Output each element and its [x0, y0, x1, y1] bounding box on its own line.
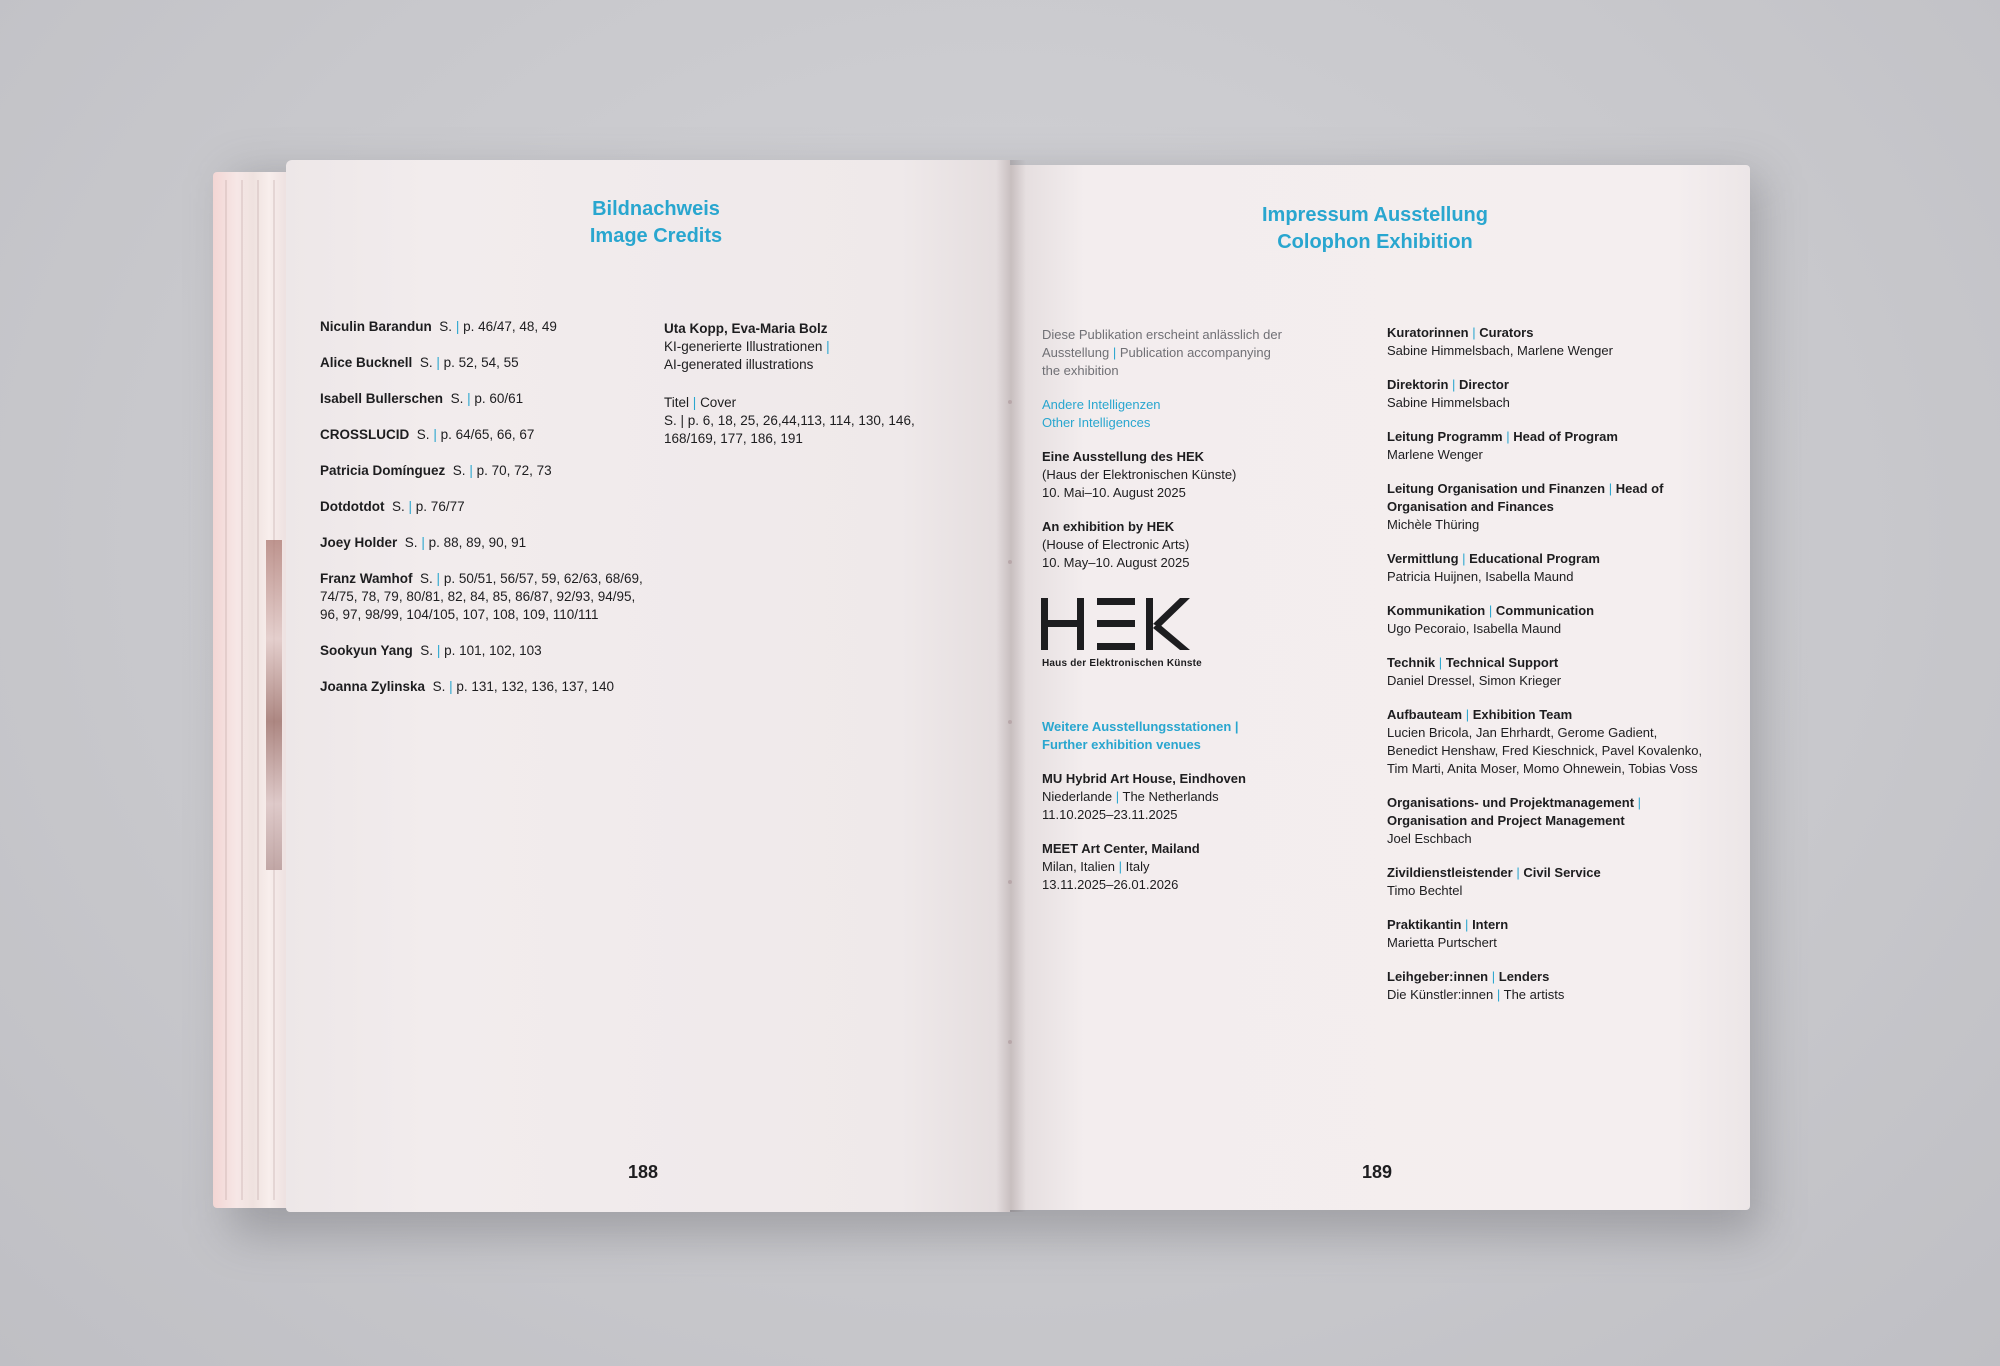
binding-stitch: [1008, 720, 1012, 724]
role-de: Leitung Programm: [1387, 429, 1503, 444]
colophon-entry: Direktorin | Director Sabine Himmelsbach: [1387, 377, 1510, 410]
title-de: Impressum Ausstellung: [1262, 204, 1488, 226]
role-de: Technik: [1387, 655, 1436, 670]
role-de: Direktorin: [1387, 377, 1449, 392]
credit-pages: p. 60/61: [474, 391, 524, 406]
credit-item: Isabell Bullerschen S. | p. 60/61: [320, 391, 524, 406]
people: Marietta Purtschert: [1387, 935, 1497, 950]
colophon-entry: Organisations- und Projektmanagement | Organisation and Project Management Joel Eschbach: [1387, 795, 1642, 846]
credit-pages: p. 76/77: [415, 499, 465, 514]
credit-item: Franz Wamhof S. | p. 50/51, 56/57, 59, 62/63, 68/69, 74/75, 78, 79, 80/81, 82, 84, 85, 86/87, 92/93, 94/95, 96, 97, 98/99, 104/105, 107, 108, 109, 110/111: [320, 571, 643, 622]
credit-name: Joanna Zylinska: [320, 679, 426, 694]
image-credits-list: [320, 318, 650, 714]
credit-name: Sookyun Yang: [320, 643, 413, 658]
role-de: Praktikantin: [1387, 917, 1462, 932]
credit-pages: p. 88, 89, 90, 91: [428, 535, 527, 550]
credit-name: Patricia Domínguez: [320, 463, 446, 478]
credit-item: Patricia Domínguez S. | p. 70, 72, 73: [320, 463, 552, 478]
page-number-right: 189: [1362, 1162, 1393, 1182]
credit-name: Niculin Barandun: [320, 319, 432, 334]
s-label: S.: [420, 643, 434, 658]
cover-en: Cover: [700, 395, 737, 410]
colophon-column-b: [1387, 324, 1707, 1020]
role-de: Aufbauteam: [1387, 707, 1463, 722]
role-en: Head of Organisation and Finances: [1387, 481, 1664, 514]
credit-item: Joanna Zylinska S. | p. 131, 132, 136, 137, 140: [320, 679, 615, 694]
s-label: S.: [439, 319, 453, 334]
role-en: Lenders: [1498, 969, 1550, 984]
s-label: S.: [404, 535, 418, 550]
credit-pages: p. 70, 72, 73: [476, 463, 552, 478]
colophon-entry: Zivildienstleistender | Civil Service Timo Bechtel: [1387, 865, 1601, 898]
credit-item: Dotdotdot S. | p. 76/77: [320, 499, 465, 514]
role-en: Head of Program: [1513, 429, 1618, 444]
credit-name: Joey Holder: [320, 535, 398, 550]
venue-item: MU Hybrid Art House, Eindhoven Niederlande | The Netherlands 11.10.2025–23.11.2025: [1042, 771, 1246, 822]
role-de: Vermittlung: [1387, 551, 1459, 566]
credit-item: Joey Holder S. | p. 88, 89, 90, 91: [320, 535, 527, 550]
people: Patricia Huijnen, Isabella Maund: [1387, 569, 1574, 584]
credit-item: Sookyun Yang S. | p. 101, 102, 103: [320, 643, 542, 658]
s-label: S.: [391, 499, 405, 514]
s-label: S.: [420, 571, 433, 586]
hek-logo-subtitle: Haus der Elektronischen Künste: [1042, 658, 1202, 669]
colophon-entry: Technik | Technical Support Daniel Dressel, Simon Krieger: [1387, 655, 1562, 688]
credit-name: Alice Bucknell: [320, 355, 413, 370]
role-de: Leihgeber:innen: [1387, 969, 1489, 984]
people: Lucien Bricola, Jan Ehrhardt, Gerome Gadient, Benedict Henshaw, Fred Kieschnick, Pavel Kovalenko, Tim Marti, Anita Moser, Momo Ohnewein, Tobias Voss: [1387, 725, 1703, 776]
s-label: S.: [416, 427, 430, 442]
credit-pages: p. 50/51, 56/57, 59, 62/63, 68/69, 74/75, 78, 79, 80/81, 82, 84, 85, 86/87, 92/93, 94/95, 96, 97, 98/99, 104/105, 107, 108, 109, 110/111: [320, 571, 643, 622]
cover-de: Titel: [664, 395, 690, 410]
people: Sabine Himmelsbach: [1387, 395, 1510, 410]
credit-pages: p. 64/65, 66, 67: [440, 427, 535, 442]
role-en: Communication: [1495, 603, 1595, 618]
role-en: Technical Support: [1445, 655, 1559, 670]
role-en: Civil Service: [1523, 865, 1601, 880]
binding-stitch: [1008, 880, 1012, 884]
title-en: Colophon Exhibition: [1277, 231, 1473, 253]
role-de: Kommunikation: [1387, 603, 1486, 618]
credit-pages: p. 131, 132, 136, 137, 140: [456, 679, 615, 694]
credit-item: Alice Bucknell S. | p. 52, 54, 55: [320, 355, 519, 370]
book-gutter: [996, 160, 1026, 1212]
s-label: S.: [450, 391, 464, 406]
colophon-entry: Kuratorinnen | Curators Sabine Himmelsbach, Marlene Wenger: [1387, 325, 1613, 358]
role-de: Kuratorinnen: [1387, 325, 1469, 340]
binding-stitch: [1008, 560, 1012, 564]
credit-name: CROSSLUCID: [320, 427, 410, 442]
illustration-de: KI-generierte Illustrationen: [664, 339, 823, 354]
credit-pages: p. 52, 54, 55: [443, 355, 519, 370]
credit-item: Niculin Barandun S. | p. 46/47, 48, 49: [320, 319, 557, 334]
s-label: S.: [432, 679, 446, 694]
credit-name: Franz Wamhof: [320, 571, 413, 586]
colophon-entry: Aufbauteam | Exhibition Team Lucien Bricola, Jan Ehrhardt, Gerome Gadient, Benedict Henshaw, Fred Kieschnick, Pavel Kovalenko, Tim Marti, Anita Moser, Momo Ohnewein, Tobias Voss: [1387, 707, 1703, 776]
binding-stitch: [1008, 400, 1012, 404]
exhibition-title: Andere Intelligenzen Other Intelligences: [1042, 397, 1161, 430]
credit-pages: p. 101, 102, 103: [444, 643, 542, 658]
colophon-entry: Kommunikation | Communication Ugo Pecoraio, Isabella Maund: [1387, 603, 1595, 636]
people: Michèle Thüring: [1387, 517, 1480, 532]
exhibition-info-en: An exhibition by HEK (House of Electronic Arts) 10. May–10. August 2025: [1042, 519, 1190, 570]
people: Sabine Himmelsbach, Marlene Wenger: [1387, 343, 1613, 358]
s-label: S.: [452, 463, 466, 478]
role-en: Curators: [1479, 325, 1534, 340]
colophon-entry: Praktikantin | Intern Marietta Purtschert: [1387, 917, 1509, 950]
role-de: Organisations- und Projektmanagement: [1387, 795, 1635, 810]
role-en: Exhibition Team: [1472, 707, 1573, 722]
people: Joel Eschbach: [1387, 831, 1472, 846]
credit-name: Dotdotdot: [320, 499, 385, 514]
cover-pages: S. | p. 6, 18, 25, 26,44,113, 114, 130, 146, 168/169, 177, 186, 191: [664, 413, 915, 446]
illustration-credits: Uta Kopp, Eva-Maria Bolz KI-generierte Illustrationen | AI-generated illustrations Titel | Cover S. | p. 6, 18, 25, 26,44,113, 114, 130, 146, 168/169, 177, 186, 191: [664, 320, 924, 448]
illustration-en: AI-generated illustrations: [664, 357, 814, 372]
people: Ugo Pecoraio, Isabella Maund: [1387, 621, 1562, 636]
intro-text: Diese Publikation erscheint anlässlich der Ausstellung | Publication accompanying the exhibition: [1042, 327, 1282, 378]
right-page-title: [1155, 202, 1595, 256]
role-en: Educational Program: [1469, 551, 1600, 566]
left-page-title: [436, 196, 876, 250]
role-en: Organisation and Project Management: [1387, 813, 1625, 828]
people-en: The artists: [1503, 987, 1565, 1002]
exhibition-info-de: Eine Ausstellung des HEK (Haus der Elektronischen Künste) 10. Mai–10. August 2025: [1042, 449, 1237, 500]
page-number-left: 188: [628, 1162, 659, 1182]
colophon-entry: Leitung Programm | Head of Program Marlene Wenger: [1387, 429, 1618, 462]
s-label: S.: [419, 355, 433, 370]
role-de: Leitung Organisation und Finanzen: [1387, 481, 1606, 496]
people: Daniel Dressel, Simon Krieger: [1387, 673, 1562, 688]
page-image-peek: [266, 540, 282, 870]
title-en: Image Credits: [589, 225, 723, 247]
illustrator-names: Uta Kopp, Eva-Maria Bolz: [664, 321, 828, 336]
colophon-entry: Leihgeber:innen | Lenders Die Künstler:innen | The artists: [1387, 969, 1565, 1002]
people: Marlene Wenger: [1387, 447, 1483, 462]
credit-pages: p. 46/47, 48, 49: [463, 319, 557, 334]
colophon-entry: Leitung Organisation und Finanzen | Head of Organisation and Finances Michèle Thüring: [1387, 481, 1664, 532]
binding-stitch: [1008, 1040, 1012, 1044]
people: Timo Bechtel: [1387, 883, 1463, 898]
venue-item: MEET Art Center, Mailand Milan, Italien | Italy 13.11.2025–26.01.2026: [1042, 841, 1200, 892]
credit-name: Isabell Bullerschen: [320, 391, 444, 406]
colophon-entry: Vermittlung | Educational Program Patricia Huijnen, Isabella Maund: [1387, 551, 1600, 584]
people-de: Die Künstler:innen: [1387, 987, 1494, 1002]
role-en: Intern: [1472, 917, 1509, 932]
credit-item: CROSSLUCID S. | p. 64/65, 66, 67: [320, 427, 535, 442]
role-de: Zivildienstleistender: [1387, 865, 1513, 880]
title-de: Bildnachweis: [592, 198, 720, 220]
role-en: Director: [1459, 377, 1509, 392]
venues-title: Weitere Ausstellungsstationen | Further exhibition venues: [1042, 719, 1239, 752]
